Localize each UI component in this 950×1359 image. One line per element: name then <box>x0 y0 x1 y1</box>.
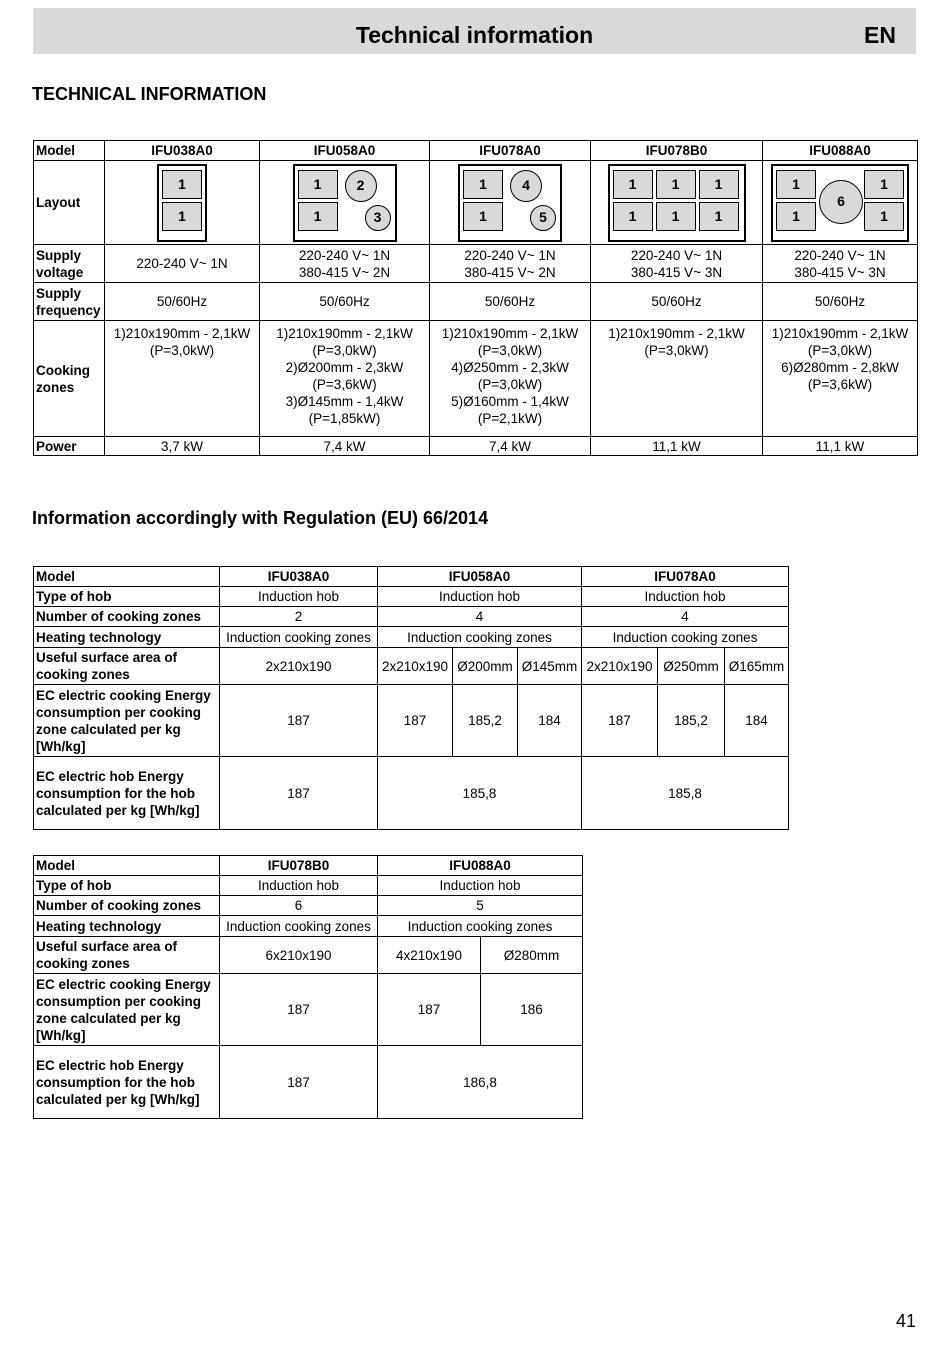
zones-cell <box>430 321 591 437</box>
row-label-ec-hob: EC electric hob Energy consumption for the hob calculated per kg [Wh/kg] <box>34 757 220 830</box>
table-row <box>34 607 789 627</box>
zone-line: (P=2,1kW) <box>477 411 543 426</box>
table-row <box>34 876 583 896</box>
surface-cell: 2x210x190 <box>378 648 453 685</box>
zones-count-cell: 6 <box>220 896 378 916</box>
zone-marker: 1 <box>162 170 202 199</box>
layout-cell <box>105 161 260 245</box>
zone-marker: 6 <box>819 180 863 224</box>
voltage-cell <box>105 245 260 283</box>
voltage-cell <box>260 245 430 283</box>
type-cell: Induction hob <box>582 587 789 607</box>
surface-cell: Ø145mm <box>518 648 582 685</box>
table-row <box>34 245 918 283</box>
voltage-line: 220-240 V~ 1N <box>464 247 556 263</box>
layout-diagram-ifu078a0 <box>458 164 562 242</box>
zones-count-cell: 2 <box>220 607 378 627</box>
zone-line: (P=3,0kW) <box>644 343 709 358</box>
zone-marker: 3 <box>365 205 391 231</box>
row-label-supply-frequency: Supply frequency <box>34 283 105 321</box>
table-row <box>34 974 583 1046</box>
power-cell: 11,1 kW <box>763 437 918 456</box>
layout-cell <box>591 161 763 245</box>
model-name: IFU038A0 <box>105 141 260 161</box>
zone-marker: 1 <box>864 170 904 199</box>
zone-line: 3)Ø145mm - 1,4kW <box>285 394 404 409</box>
page-title: Technical information <box>355 22 594 48</box>
row-label-cooking-zones: Cooking zones <box>34 321 105 437</box>
zone-line: (P=3,6kW) <box>807 377 873 392</box>
ec-zone-cell: 187 <box>378 685 453 757</box>
row-label-layout: Layout <box>34 161 105 245</box>
ec-zone-cell: 187 <box>220 685 378 757</box>
zone-line: (P=3,0kW) <box>807 343 873 358</box>
zone-line: (P=3,0kW) <box>477 377 543 392</box>
ec-zone-cell: 187 <box>582 685 658 757</box>
zone-marker: 1 <box>463 202 503 231</box>
power-cell: 3,7 kW <box>105 437 260 456</box>
zone-marker: 1 <box>699 170 739 199</box>
voltage-line: 220-240 V~ 1N <box>298 247 391 263</box>
surface-cell: Ø200mm <box>453 648 518 685</box>
type-cell: Induction hob <box>220 587 378 607</box>
zone-marker: 1 <box>776 202 816 231</box>
zone-line: 6)Ø280mm - 2,8kW <box>781 360 899 375</box>
zone-line: 1)210x190mm - 2,1kW <box>441 326 579 341</box>
frequency-cell: 50/60Hz <box>430 283 591 321</box>
table-row <box>34 567 789 587</box>
zone-marker: 1 <box>864 202 904 231</box>
power-cell: 7,4 kW <box>260 437 430 456</box>
ec-zone-cell: 187 <box>378 974 481 1046</box>
surface-cell: 4x210x190 <box>378 937 481 974</box>
model-name: IFU078A0 <box>430 141 591 161</box>
ec-hob-cell: 185,8 <box>378 757 582 830</box>
zone-line: 1)210x190mm - 2,1kW <box>276 326 413 341</box>
zone-line: (P=3,0kW) <box>149 343 215 358</box>
voltage-line: 380-415 V~ 3N <box>630 264 723 280</box>
table-row <box>34 896 583 916</box>
row-label-type: Type of hob <box>34 876 220 896</box>
voltage-line: 380-415 V~ 2N <box>298 264 391 280</box>
layout-diagram-ifu058a0 <box>293 164 397 242</box>
zone-marker: 1 <box>298 170 338 199</box>
model-name: IFU088A0 <box>763 141 918 161</box>
voltage-cell <box>591 245 763 283</box>
row-label-type: Type of hob <box>34 587 220 607</box>
voltage-cell <box>763 245 918 283</box>
technology-cell: Induction cooking zones <box>220 916 378 937</box>
zone-line: 1)210x190mm - 2,1kW <box>113 326 251 341</box>
zone-marker: 1 <box>463 170 503 199</box>
row-label-model: Model <box>34 856 220 876</box>
table-row <box>34 757 789 830</box>
row-label-zones: Number of cooking zones <box>34 607 220 627</box>
zone-marker: 4 <box>510 170 542 202</box>
zone-marker: 5 <box>530 205 556 231</box>
type-cell: Induction hob <box>220 876 378 896</box>
table-row <box>34 161 918 245</box>
ec-hob-cell: 187 <box>220 1046 378 1119</box>
zone-marker: 2 <box>345 170 377 202</box>
surface-cell: 2x210x190 <box>220 648 378 685</box>
ec-hob-cell: 187 <box>220 757 378 830</box>
model-name: IFU078B0 <box>591 141 763 161</box>
power-cell: 7,4 kW <box>430 437 591 456</box>
section-title-technical: TECHNICAL INFORMATION <box>32 84 267 104</box>
zone-marker: 1 <box>776 170 816 199</box>
technical-table <box>33 140 918 456</box>
zones-count-cell: 5 <box>378 896 583 916</box>
zones-cell <box>260 321 430 437</box>
model-name: IFU038A0 <box>220 567 378 587</box>
ec-zone-cell: 187 <box>220 974 378 1046</box>
section-title-regulation: Information accordingly with Regulation (EU) 66/2014 <box>32 508 489 528</box>
table-row <box>34 141 918 161</box>
table-row <box>34 648 789 685</box>
technology-cell: Induction cooking zones <box>582 627 789 648</box>
frequency-cell: 50/60Hz <box>763 283 918 321</box>
type-cell: Induction hob <box>378 876 583 896</box>
zone-line: 5)Ø160mm - 1,4kW <box>451 394 569 409</box>
model-name: IFU058A0 <box>378 567 582 587</box>
surface-cell: 6x210x190 <box>220 937 378 974</box>
ec-zone-cell: 186 <box>481 974 583 1046</box>
zone-marker: 1 <box>162 202 202 231</box>
layout-diagram-ifu038a0 <box>157 164 207 242</box>
voltage-line: 380-415 V~ 2N <box>464 264 556 280</box>
surface-cell: 2x210x190 <box>582 648 658 685</box>
page-number: 41 <box>895 1311 916 1331</box>
voltage-line: 220-240 V~ 1N <box>136 256 228 271</box>
zone-line: (P=3,0kW) <box>477 343 543 358</box>
regulation-table-2 <box>33 855 583 1119</box>
surface-cell: Ø250mm <box>658 648 725 685</box>
table-row <box>34 283 918 321</box>
surface-cell: Ø280mm <box>481 937 583 974</box>
row-label-surface: Useful surface area of cooking zones <box>34 648 220 685</box>
power-cell: 11,1 kW <box>591 437 763 456</box>
row-label-model: Model <box>34 567 220 587</box>
zone-line: 1)210x190mm - 2,1kW <box>771 326 909 341</box>
zone-line: (P=3,0kW) <box>312 343 377 358</box>
zone-marker: 1 <box>656 202 696 231</box>
row-label-surface: Useful surface area of cooking zones <box>34 937 220 974</box>
row-label-ec-zone: EC electric cooking Energy consumption per cooking zone calculated per kg [Wh/kg] <box>34 685 220 757</box>
technology-cell: Induction cooking zones <box>378 627 582 648</box>
table-row <box>34 587 789 607</box>
voltage-cell <box>430 245 591 283</box>
row-label-ec-zone: EC electric cooking Energy consumption per cooking zone calculated per kg [Wh/kg] <box>34 974 220 1046</box>
row-label-supply-voltage: Supply voltage <box>34 245 105 283</box>
zones-cell <box>763 321 918 437</box>
table-row <box>34 321 918 437</box>
zones-count-cell: 4 <box>378 607 582 627</box>
row-label-technology: Heating technology <box>34 627 220 648</box>
row-label-ec-hob: EC electric hob Energy consumption for the hob calculated per kg [Wh/kg] <box>34 1046 220 1119</box>
model-name: IFU058A0 <box>260 141 430 161</box>
table-row <box>34 1046 583 1119</box>
table-row <box>34 437 918 456</box>
model-name: IFU078A0 <box>582 567 789 587</box>
layout-diagram-ifu078b0 <box>608 164 746 242</box>
zones-cell <box>105 321 260 437</box>
zone-line: 4)Ø250mm - 2,3kW <box>451 360 569 375</box>
ec-zone-cell: 184 <box>518 685 582 757</box>
row-label-zones: Number of cooking zones <box>34 896 220 916</box>
row-label-model: Model <box>34 141 105 161</box>
layout-cell <box>763 161 918 245</box>
regulation-table-1 <box>33 566 789 830</box>
frequency-cell: 50/60Hz <box>591 283 763 321</box>
zone-line: (P=3,6kW) <box>312 377 377 392</box>
table-row <box>34 916 583 937</box>
technology-cell: Induction cooking zones <box>378 916 583 937</box>
model-name: IFU088A0 <box>378 856 583 876</box>
table-row <box>34 685 789 757</box>
model-name: IFU078B0 <box>220 856 378 876</box>
row-label-power: Power <box>34 437 105 456</box>
ec-hob-cell: 185,8 <box>582 757 789 830</box>
type-cell: Induction hob <box>378 587 582 607</box>
zones-cell <box>591 321 763 437</box>
ec-zone-cell: 184 <box>725 685 789 757</box>
zone-marker: 1 <box>613 170 653 199</box>
technology-cell: Induction cooking zones <box>220 627 378 648</box>
zone-marker: 1 <box>298 202 338 231</box>
frequency-cell: 50/60Hz <box>105 283 260 321</box>
zone-line: 1)210x190mm - 2,1kW <box>608 326 745 341</box>
table-row <box>34 937 583 974</box>
zone-marker: 1 <box>656 170 696 199</box>
voltage-line: 220-240 V~ 1N <box>794 247 886 263</box>
zone-line: (P=1,85kW) <box>308 411 381 426</box>
surface-cell: Ø165mm <box>725 648 789 685</box>
ec-hob-cell: 186,8 <box>378 1046 583 1119</box>
table-row <box>34 856 583 876</box>
frequency-cell: 50/60Hz <box>260 283 430 321</box>
zone-line: 2)Ø200mm - 2,3kW <box>285 360 404 375</box>
ec-zone-cell: 185,2 <box>453 685 518 757</box>
ec-zone-cell: 185,2 <box>658 685 725 757</box>
zone-marker: 1 <box>699 202 739 231</box>
layout-cell <box>260 161 430 245</box>
zones-count-cell: 4 <box>582 607 789 627</box>
zone-marker: 1 <box>613 202 653 231</box>
language-code: EN <box>864 22 896 48</box>
voltage-line: 220-240 V~ 1N <box>630 247 723 263</box>
layout-diagram-ifu088a0 <box>771 164 909 242</box>
page-header <box>33 8 916 54</box>
table-row <box>34 627 789 648</box>
row-label-technology: Heating technology <box>34 916 220 937</box>
layout-cell <box>430 161 591 245</box>
voltage-line: 380-415 V~ 3N <box>794 264 886 280</box>
